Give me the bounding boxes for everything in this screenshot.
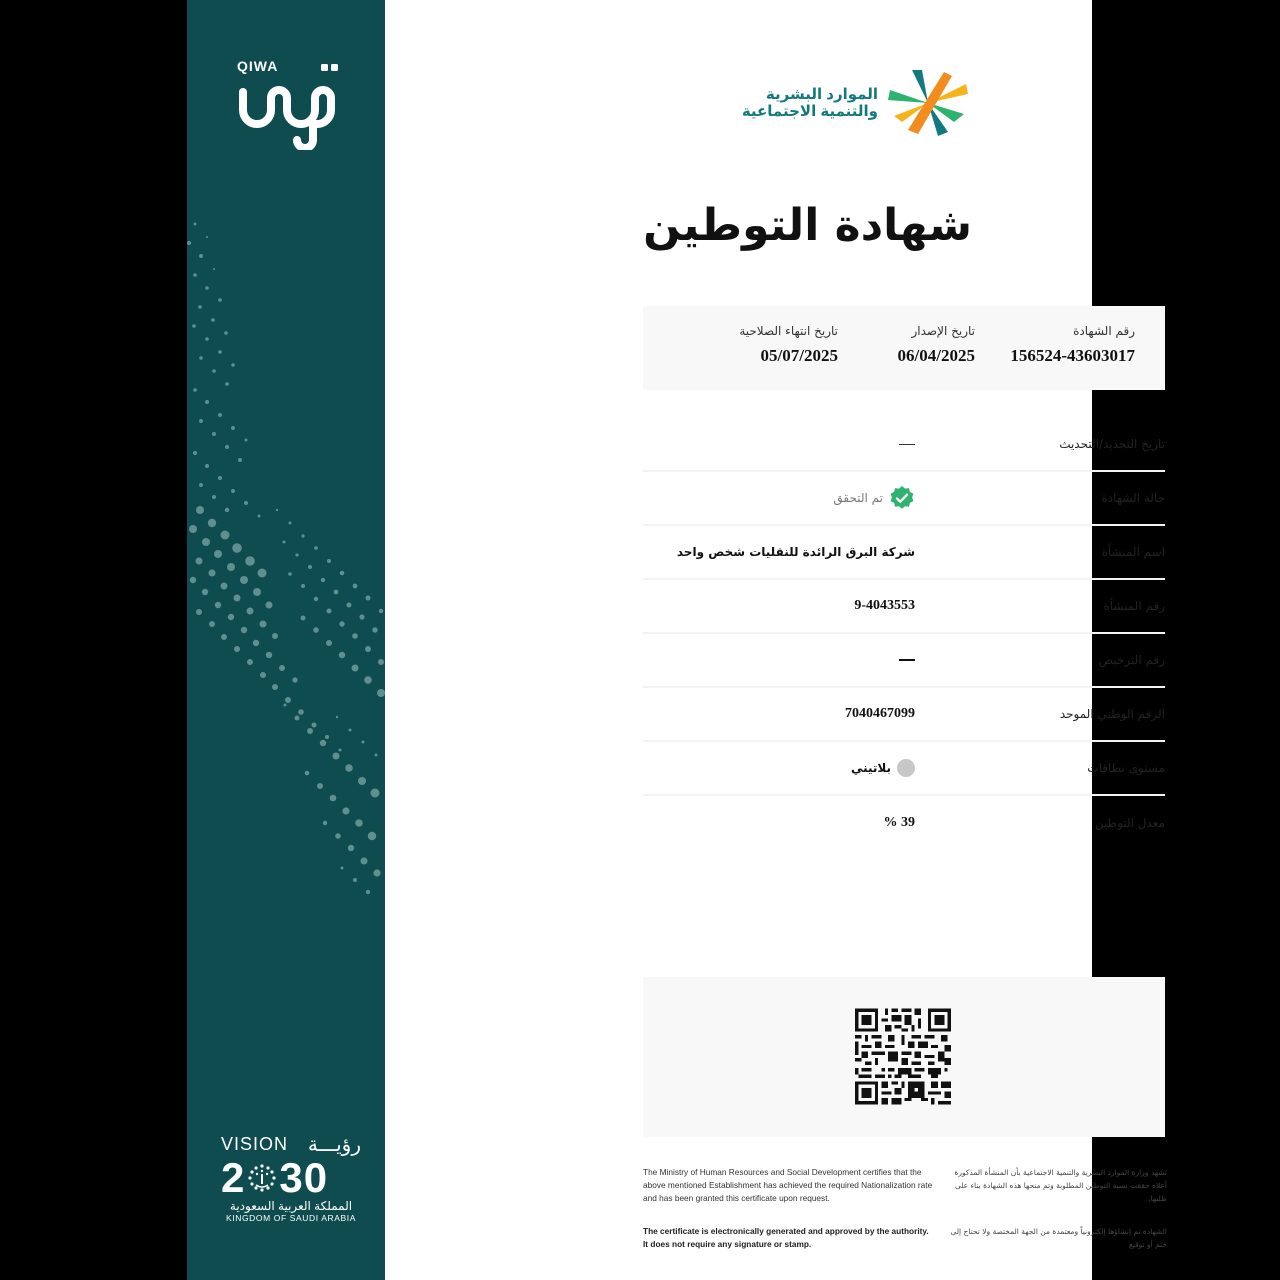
- issue-date-field: [838, 324, 975, 390]
- sidebar-panel: [187, 0, 385, 1280]
- vision-year-right: 30: [279, 1154, 329, 1201]
- license-number-value: [643, 659, 915, 661]
- footer-note-en: The certificate is electronically generated and approved by the authority. It does not require any signature or stamp.: [643, 1226, 929, 1249]
- page-title: شهادة التوطين: [643, 200, 972, 251]
- certificate-number-label: رقم الشهادة: [1073, 324, 1135, 338]
- empty-value-dash: [899, 659, 915, 661]
- detail-row-unified-national-number: [643, 688, 1165, 742]
- unified-national-number-value: 7040467099: [845, 706, 915, 721]
- vision-label-ar: رؤيـــة: [307, 1134, 361, 1156]
- certificate-number-value: 156524-43603017: [1010, 346, 1135, 365]
- kingdom-name-en: KINGDOM OF SAUDI ARABIA: [226, 1213, 356, 1223]
- detail-row-establishment-name: [643, 526, 1165, 580]
- certificate-status-value: [643, 485, 915, 511]
- detail-row-establishment-number: [643, 580, 1165, 634]
- nitaqat-level-label: مستوى نطاقات: [1087, 761, 1165, 775]
- empty-value-dash: [899, 444, 915, 445]
- expiry-date-label: تاريخ انتهاء الصلاحية: [739, 324, 838, 338]
- detail-row-license-number: [643, 634, 1165, 688]
- renewal-date-label: تاريخ التجديد/التحديث: [1059, 437, 1165, 451]
- status-text: تم التحقق: [833, 491, 883, 505]
- establishment-name-label: اسم المنشأة: [1101, 545, 1165, 559]
- saudization-rate-label: معدل التوطين: [1094, 816, 1165, 830]
- detail-row-nitaqat-level: [643, 742, 1165, 796]
- expiry-date-field: [698, 324, 838, 390]
- detail-row-renewal-date: [643, 418, 1165, 472]
- vision-year-left: 2: [221, 1154, 246, 1201]
- establishment-number-text: 9-4043553: [854, 598, 915, 613]
- establishment-name-value: شركة البرق الرائدة للنقليات شخص واحد: [676, 545, 915, 559]
- ministry-name-line2: والتنمية الاجتماعية: [741, 103, 878, 120]
- certificate-details-list: [643, 418, 1165, 850]
- nitaqat-level-value: [643, 759, 915, 777]
- ministry-name-line1: الموارد البشرية: [765, 86, 878, 103]
- saudization-rate-text: % 39: [883, 815, 915, 830]
- footer-note-ar: الشهادة تم إنشاؤها إلكترونياً ومعتمدة من الجهة المختصة ولا تحتاج إلى ختم أو توقيع: [950, 1227, 1167, 1249]
- footer-statement-ar: تشهد وزارة الموارد البشرية والتنمية الاجتماعية بأن المنشأة المذكورة أعلاه حققت نسبة التوطين المطلوبة وتم منحها هذه الشهادة بناء على طلبها.: [954, 1168, 1167, 1203]
- ministry-star-emblem-icon: [888, 70, 968, 136]
- footer-arabic: [941, 1166, 1167, 1251]
- unified-national-number-label: الرقم الوطني الموحد: [1059, 707, 1165, 721]
- qiwa-logo: [237, 58, 347, 150]
- nitaqat-level-text: بلاتيني: [850, 761, 891, 775]
- ministry-logo: [742, 70, 968, 136]
- issue-date-value: 06/04/2025: [897, 346, 975, 365]
- certificate-status-label: حالة الشهادة: [1101, 491, 1165, 505]
- issue-date-label: تاريخ الإصدار: [911, 324, 975, 338]
- vision-2030-logo: [221, 1132, 361, 1223]
- certificate-number-field: [975, 324, 1135, 390]
- establishment-number-value: [643, 598, 915, 614]
- verified-badge-icon: [889, 485, 915, 511]
- detail-row-saudization-rate: [643, 796, 1165, 850]
- certificate-body: [385, 0, 1167, 1280]
- dot-pattern-decoration: [187, 220, 385, 900]
- expiry-date-value: 05/07/2025: [760, 346, 838, 365]
- certificate-summary-panel: [643, 306, 1165, 390]
- establishment-number-label: رقم المنشأة: [1103, 599, 1165, 613]
- footer-english: [643, 1166, 935, 1251]
- qr-code-panel: [643, 977, 1165, 1137]
- qr-code-icon[interactable]: [855, 1008, 951, 1105]
- kingdom-name-ar: المملكة العربية السعودية: [229, 1199, 353, 1213]
- platinum-tier-dot-icon: [897, 759, 915, 777]
- palm-emblem-icon: [247, 1163, 277, 1193]
- vision-label: VISION: [221, 1134, 289, 1154]
- qiwa-brand-text: QIWA: [237, 58, 279, 74]
- renewal-date-value: [643, 444, 915, 445]
- license-number-label: رقم الترخيص: [1098, 653, 1165, 667]
- detail-row-certificate-status: [643, 472, 1165, 526]
- footer-statement-en: The Ministry of Human Resources and Social Development certifies that the above mentioned Establishment has achieved the required Nationalization rate and has been granted this certificate upon request.: [643, 1167, 933, 1203]
- saudization-rate-value: [643, 815, 915, 831]
- certificate-page: [187, 0, 1167, 1280]
